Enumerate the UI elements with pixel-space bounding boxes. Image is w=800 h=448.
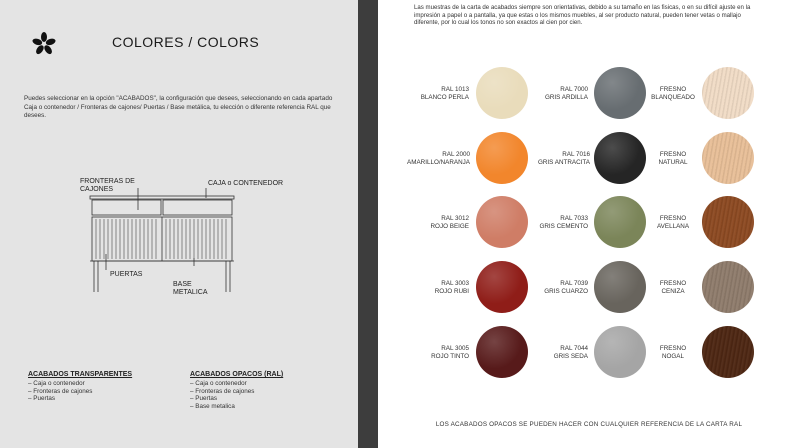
swatch-label: FRESNO NATURAL — [658, 151, 688, 166]
swatch-label: FRESNO BLANQUEADO — [651, 86, 695, 101]
label-puertas: PUERTAS — [110, 271, 143, 278]
swatch-fresno-ceniza — [702, 261, 754, 313]
swatch-label: RAL 3003 ROJO RUBI — [434, 280, 469, 295]
flower-logo-icon — [32, 32, 56, 56]
swatch-ral-7000 — [594, 67, 646, 119]
swatch-label: RAL 7033 GRIS CEMENTO — [539, 215, 588, 230]
label-caja: CAJA o CONTENEDOR — [208, 180, 284, 187]
swatch-label: RAL 3005 ROJO TINTO — [431, 345, 469, 360]
swatch-label: RAL 7016 GRIS ANTRACITA — [537, 151, 590, 166]
swatch-label: FRESNO AVELLANA — [656, 215, 690, 230]
footer-note: LOS ACABADOS OPACOS SE PUEDEN HACER CON CUALQUIER REFERENCIA DE LA CARTA RAL — [435, 421, 743, 428]
intro-text: Puedes seleccionar en la opción "ACABADOS", la configuración que desees, seleccionando en cada apartado Caja o contenedor / Fronteras de cajones/ Puertas / Base metálica, tu elección o diferente referencia RAL que desees. — [24, 95, 333, 120]
label-fronteras: FRONTERAS DE CAJONES — [80, 178, 135, 193]
swatch-label: FRESNO NOGAL — [659, 345, 687, 360]
swatch-ral-7044 — [594, 326, 646, 378]
swatch-label: RAL 7044 GRIS SEDA — [553, 345, 588, 360]
swatch-label: RAL 7000 GRIS ARDILLA — [544, 86, 588, 101]
swatch-ral-7039 — [594, 261, 646, 313]
list-item: – Puertas — [190, 395, 254, 403]
label-base: BASE METALICA — [173, 281, 208, 296]
list-item: – Fronteras de cajones — [28, 388, 92, 396]
disclaimer-text: Las muestras de la carta de acabados siempre son orientativas, debido a su tamaño en las fisicas, o en su difícil ajuste en la impresión a papel o a pantalla, ya que estas o los mismos muebles, al ser producto natural, pueden tener vetas o mallajo diferente, por lo cual los tonos no son exactos al cien por cien. — [414, 4, 751, 27]
swatch-fresno-avellana — [702, 196, 754, 248]
swatch-label: RAL 7039 GRIS CUARZO — [544, 280, 588, 295]
swatch-label: RAL 1013 BLANCO PERLA — [420, 86, 469, 101]
transparentes-list — [28, 380, 92, 403]
page-title: COLORES / COLORS — [112, 34, 260, 50]
page-divider — [358, 0, 378, 448]
list-item: – Base metalica — [190, 403, 254, 411]
swatch-ral-3012 — [476, 196, 528, 248]
swatch-label: FRESNO CENIZA — [659, 280, 687, 295]
swatch-fresno-nogal — [702, 326, 754, 378]
list-item: – Caja o contenedor — [28, 380, 92, 388]
swatch-fresno-natural — [702, 132, 754, 184]
list-item: – Puertas — [28, 395, 92, 403]
transparentes-heading: ACABADOS TRANSPARENTES — [28, 371, 133, 378]
swatch-ral-3003 — [476, 261, 528, 313]
swatch-fresno-blanqueado — [702, 67, 754, 119]
swatch-ral-3005 — [476, 326, 528, 378]
swatch-ral-1013 — [476, 67, 528, 119]
swatch-ral-7033 — [594, 196, 646, 248]
list-item: – Caja o contenedor — [190, 380, 254, 388]
opacos-list — [190, 380, 254, 410]
swatch-label: RAL 3012 ROJO BEIGE — [430, 215, 469, 230]
opacos-heading: ACABADOS OPACOS (RAL) — [190, 371, 284, 378]
swatch-label: RAL 2000 AMARILLO/NARANJA — [407, 151, 470, 166]
list-item: – Fronteras de cajones — [190, 388, 254, 396]
swatch-ral-7016 — [594, 132, 646, 184]
swatch-ral-2000 — [476, 132, 528, 184]
